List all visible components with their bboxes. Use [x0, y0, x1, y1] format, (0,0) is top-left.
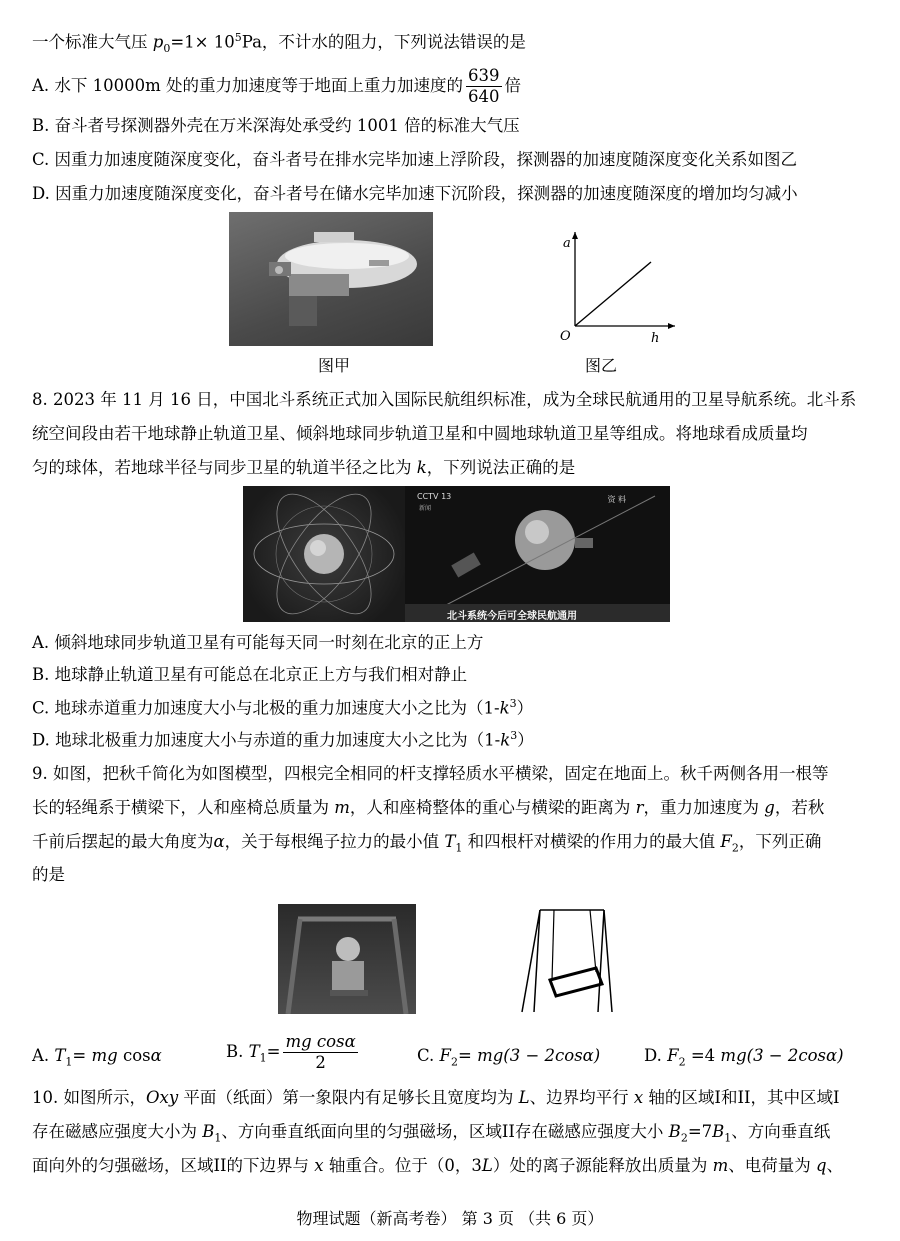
q9-option-d: D. $F_2 =4$ mg(3 − 2cosα)	[644, 1046, 844, 1069]
graph-origin-label: O	[560, 329, 571, 344]
q9-option-c: C. $F_2= mg(3 - 2\cos\alpha)$	[417, 1046, 601, 1069]
figure-yi-caption: 图乙	[585, 356, 618, 375]
graph-x-axis-label: h	[651, 331, 660, 346]
figure-jia-caption: 图甲	[318, 356, 351, 375]
q9-option-a: A. $T_1=$ mg cosα	[32, 1046, 162, 1069]
cctv-logo: CCTV 13	[417, 492, 452, 501]
graph-y-axis-label: a	[563, 236, 571, 251]
q8-line1: 8. 2023 年 11 月 16 日，中国北斗系统正式加入国际民航组织标准，成为全球民航通用的卫星导航系统。北斗系	[32, 390, 857, 409]
satellite-earth-illustration	[405, 486, 670, 622]
q7-option-c: C. 因重力加速度随深度变化，奋斗者号在排水完毕加速上浮阶段，探测器的加速度随深度变化关系如图乙	[32, 150, 798, 169]
q7-option-d: D. 因重力加速度随深度变化，奋斗者号在储水完毕加速下沉阶段，探测器的加速度随深度的增加均匀减小	[32, 184, 798, 203]
q9-line3: 千前后摆起的最大角度为α，关于每根绳子拉力的最小值 $T_1$ 和四根杆对横梁的作用力的最大值 $F_2$，下列正确	[32, 832, 822, 855]
q9-option-b: B. $T_1=$ $\frac{\text{mg cosα}}{2}$	[226, 1032, 356, 1072]
fraction-mg-cos-over-2: $\frac{\text{mg cosα}}{2}$	[285, 1032, 356, 1072]
q7-intro: 一个标准大气压 $p_0=1\times 10^5Pa$，不计水的阻力，下列说法错误的是	[32, 31, 526, 55]
q8-option-d: D. 地球北极重力加速度大小与赤道的重力加速度大小之比为$(1-k^3)$	[32, 729, 534, 750]
q9-line4: 的是	[32, 865, 65, 884]
acceleration-depth-graph	[548, 226, 678, 350]
q10-line2: 存在磁感应强度大小为 $B_1$、方向垂直纸面向里的匀强磁场，区域II存在磁感应强度大小 $B_2=7B_1$、方向垂直纸	[32, 1122, 831, 1145]
q9-line2: 长的轻绳系于横梁下，人和座椅总质量为 m，人和座椅整体的重心与横梁的距离为 r，重力加速度为 g，若秋	[32, 798, 825, 817]
beidou-constellation-image	[243, 486, 405, 622]
q8-option-b: B. 地球静止轨道卫星有可能总在北京正上方与我们相对静止	[32, 665, 468, 684]
swing-photo-illustration	[278, 904, 416, 1014]
swing-photo	[278, 904, 416, 1014]
fraction-639-640: $\frac{639}{640}$	[468, 66, 500, 106]
cctv-sub: 新闻	[419, 505, 432, 512]
q8-line2: 统空间段由若干地球静止轨道卫星、倾斜地球同步轨道卫星和中圆地球轨道卫星等组成。将地球看成质量均	[32, 424, 808, 443]
q8-line3: 匀的球体，若地球半径与同步卫星的轨道半径之比为 k，下列说法正确的是	[32, 458, 576, 477]
cctv-news-image	[405, 486, 670, 622]
cctv-caption: 北斗系统今后可全球民航通用	[447, 611, 577, 622]
orbit-illustration	[243, 486, 405, 622]
cctv-badge: 资 料	[607, 495, 626, 504]
q10-line1: 10. 如图所示，Oxy 平面（纸面）第一象限内有足够长且宽度均为 L、边界均平行 x 轴的区域I和II，其中区域I	[32, 1088, 840, 1107]
swing-model-diagram	[512, 900, 616, 1016]
q8-option-c: C. 地球赤道重力加速度大小与北极的重力加速度大小之比为$(1-k^3)$	[32, 697, 534, 718]
page-footer: 物理试题（新高考卷） 第 3 页 （共 6 页）	[296, 1209, 604, 1228]
q8-option-a: A. 倾斜地球同步轨道卫星有可能每天同一时刻在北京的正上方	[32, 633, 484, 652]
submersible-illustration	[229, 212, 433, 346]
q10-line3: 面向外的匀强磁场，区域II的下边界与 x 轴重合。位于（0，3L）处的离子源能释放出质量为 m、电荷量为 q、	[32, 1156, 844, 1175]
q9-line1: 9. 如图，把秋千简化为如图模型，四根完全相同的杆支撑轻质水平横梁，固定在地面上。秋千两侧各用一根等	[32, 764, 829, 783]
submersible-photo	[229, 212, 433, 346]
q7-option-b: B. 奋斗者号探测器外壳在万米深海处承受约 1001 倍的标准大气压	[32, 116, 520, 135]
q7-option-a: A. 水下 10000m 处的重力加速度等于地面上重力加速度的 $\frac{639}{640}$ 倍	[32, 66, 522, 106]
